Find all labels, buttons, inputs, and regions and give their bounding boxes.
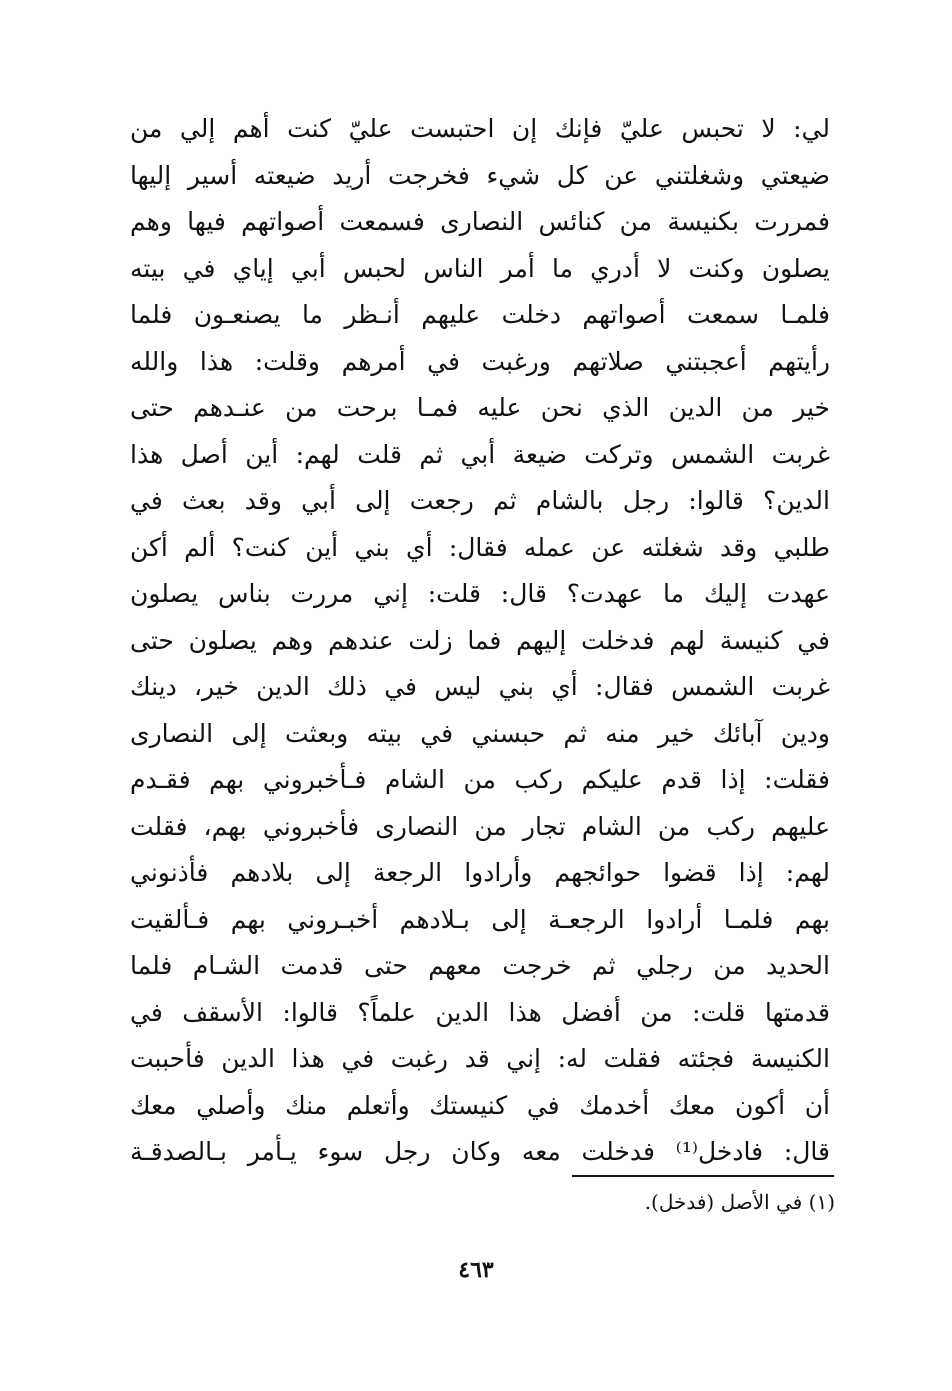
text-line: لهم: إذا قضوا حوائجهم وأرادوا الرجعة إلى بلادهم فأذنوني <box>130 858 830 887</box>
text-line: قدمتها قلت: من أفضل هذا الدين علماً؟ قالوا: الأسقف في <box>130 997 830 1027</box>
text-line: الدين؟ قالوا: رجل بالشام ثم رجعت إلى أبي وقد بعث في <box>130 486 830 515</box>
text-line: الكنيسة فجئته فقلت له: إني قد رغبت في هذا الدين فأحببت <box>130 1044 830 1073</box>
text-line: قال: فادخل⁽¹⁾ فدخلت معه وكان رجل سوء يـأمر بـالصدقـة <box>130 1137 830 1166</box>
text-line: بهم فلمـا أرادوا الرجعـة إلى بـلادهم أخبـروني بهم فـألقيت <box>130 904 830 934</box>
text-line: غربت الشمس وتركت ضيعة أبي ثم قلت لهم: أين أصل هذا <box>130 439 830 469</box>
text-line: ضيعتي وشغلتني عن كل شيء فخرجت أريد ضيعته أسير إليها <box>130 160 830 190</box>
footnote: (١) في الأصل (فدخل). <box>644 1190 835 1214</box>
text-line: فمررت بكنيسة من كنائس النصارى فسمعت أصواتهم فيها وهم <box>130 207 830 236</box>
text-line: ودين آبائك خير منه ثم حبسني في بيته وبعثت إلى النصارى <box>130 718 830 748</box>
body-text <box>130 106 830 1176</box>
page-number: ٤٦٣ <box>458 1257 494 1283</box>
footnote-rule <box>572 1175 834 1177</box>
text-line: الحديد من رجلي ثم خرجت معهم حتى قدمت الشـام فلما <box>130 951 830 980</box>
text-line: فقلت: إذا قدم عليكم ركب من الشام فـأخبروني بهم فقـدم <box>130 765 830 794</box>
text-line: عهدت إليك ما عهدت؟ قال: قلت: إني مررت بناس يصلون <box>130 579 830 608</box>
text-line: رأيتهم أعجبتني صلاتهم ورغبت في أمرهم وقلت: هذا والله <box>130 346 830 376</box>
text-line: فلمـا سمعت أصواتهم دخلت عليهم أنـظر ما يصنعـون فلما <box>130 300 830 329</box>
text-line: يصلون وكنت لا أدري ما أمر الناس لحبس أبي إياي في بيته <box>130 253 830 283</box>
text-line: عليهم ركب من الشام تجار من النصارى فأخبروني بهم، فقلت <box>130 811 830 841</box>
text-line: خير من الدين الذي نحن عليه فمـا برحت من عنـدهم حتى <box>130 393 830 422</box>
text-line: طلبي وقد شغلته عن عمله فقال: أي بني أين كنت؟ ألم أكن <box>130 532 830 562</box>
text-line: في كنيسة لهم فدخلت إليهم فما زلت عندهم وهم يصلون حتى <box>130 625 830 655</box>
text-line: أن أكون معك أخدمك في كنيستك وأتعلم منك وأصلي معك <box>130 1090 830 1120</box>
text-line: لي: لا تحبس عليّ فإنك إن احتبست عليّ كنت أهم إلي من <box>130 114 830 143</box>
text-line: غربت الشمس فقال: أي بني ليس في ذلك الدين خير، دينك <box>130 672 830 701</box>
